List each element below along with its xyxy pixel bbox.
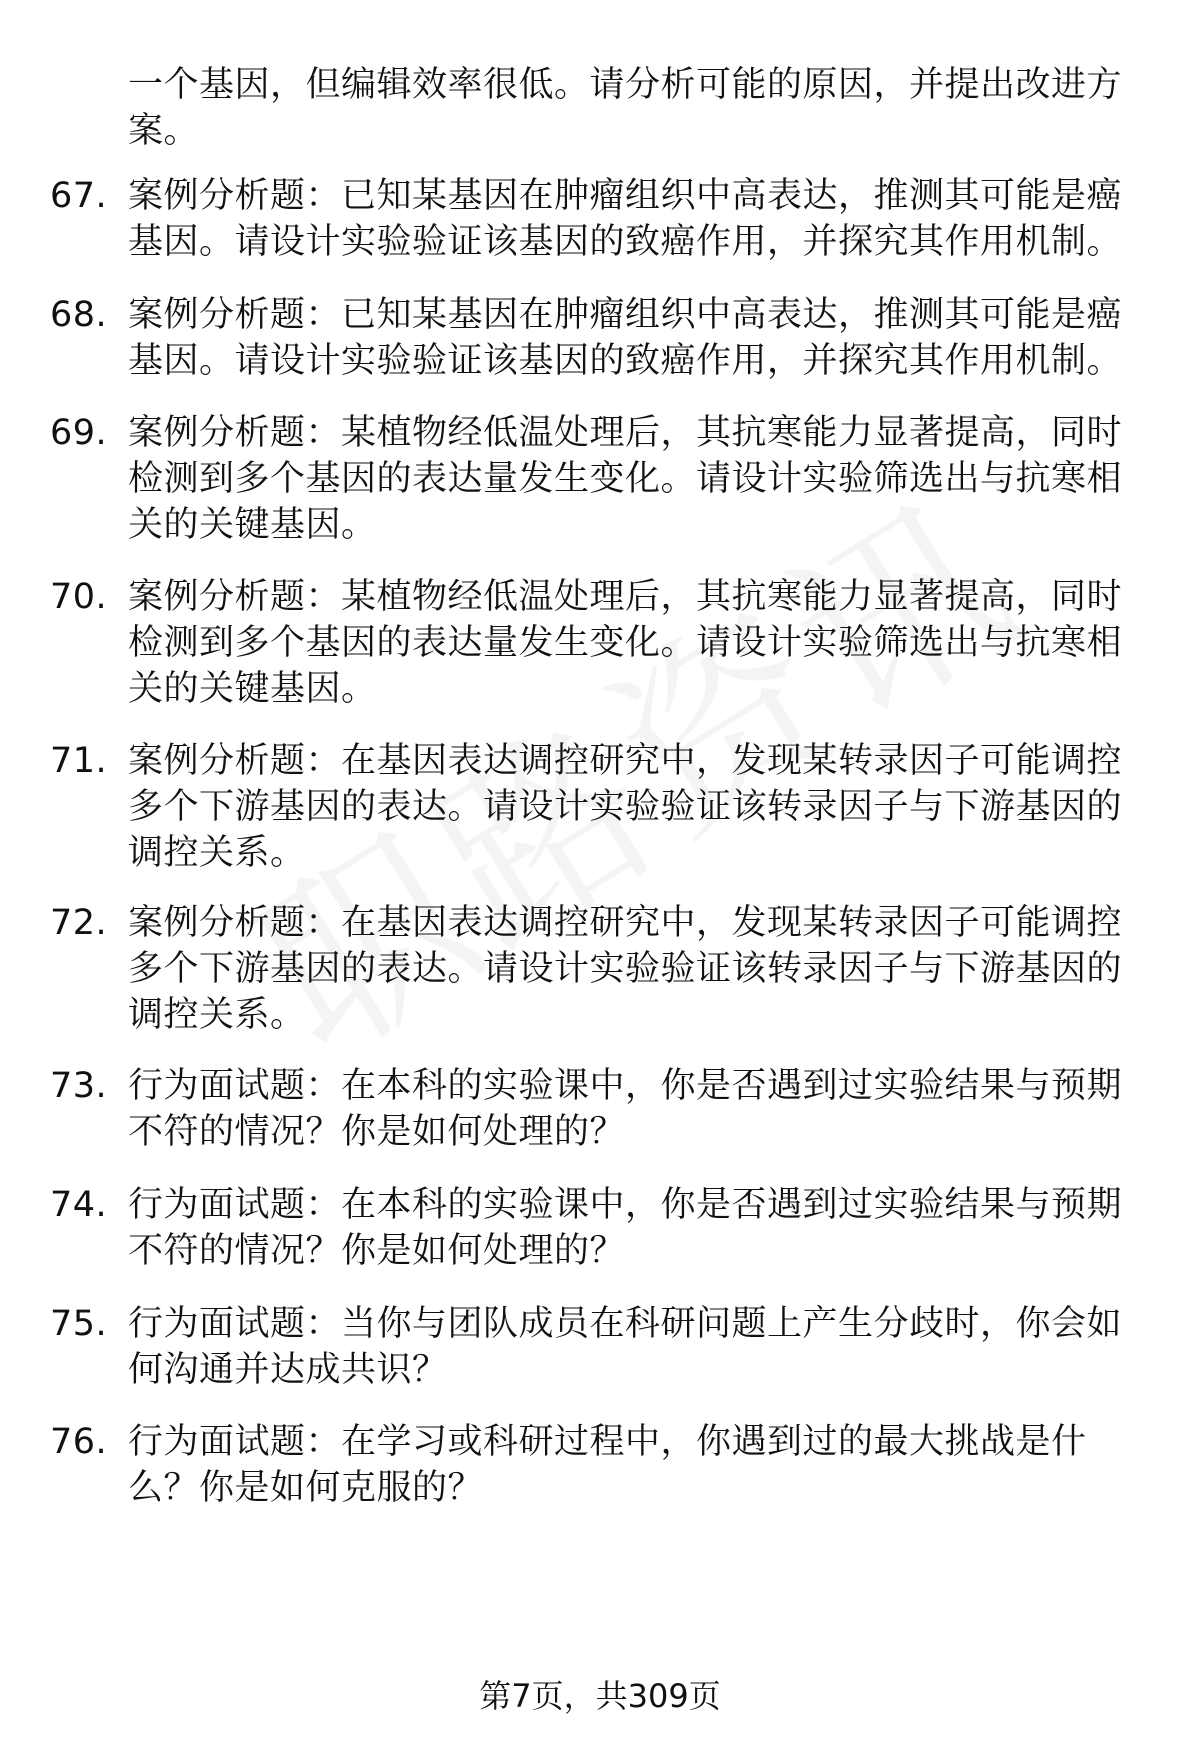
question-text: 案例分析题：某植物经低温处理后，其抗寒能力显著提高，同时检测到多个基因的表达量发生变化。请设计实验筛选出与抗寒相关的关键基因。 xyxy=(128,413,1123,545)
question-item-75 xyxy=(50,1301,1140,1393)
question-number: 73. xyxy=(50,1066,108,1106)
page-footer: 第7页，共309页 xyxy=(479,1677,721,1715)
question-text: 案例分析题：已知某基因在肿瘤组织中高表达，推测其可能是癌基因。请设计实验验证该基因的致癌作用，并探究其作用机制。 xyxy=(128,176,1123,262)
question-text: 行为面试题：在本科的实验课中，你是否遇到过实验结果与预期不符的情况？你是如何处理的？ xyxy=(128,1185,1123,1271)
question-text: 行为面试题：当你与团队成员在科研问题上产生分歧时，你会如何沟通并达成共识？ xyxy=(128,1304,1123,1390)
question-text: 案例分析题：在基因表达调控研究中，发现某转录因子可能调控多个下游基因的表达。请设计实验验证该转录因子与下游基因的调控关系。 xyxy=(128,741,1123,873)
question-item-68 xyxy=(50,292,1140,384)
question-item-74 xyxy=(50,1182,1140,1274)
question-text: 案例分析题：已知某基因在肿瘤组织中高表达，推测其可能是癌基因。请设计实验验证该基因的致癌作用，并探究其作用机制。 xyxy=(128,295,1123,381)
question-number: 76. xyxy=(50,1422,108,1462)
question-item-71 xyxy=(50,738,1140,876)
question-number: 71. xyxy=(50,741,108,781)
question-item-69 xyxy=(50,410,1140,548)
question-number: 68. xyxy=(50,295,108,335)
question-item-73 xyxy=(50,1063,1140,1155)
question-item-70 xyxy=(50,574,1140,712)
question-number: 72. xyxy=(50,903,108,943)
question-number: 75. xyxy=(50,1304,108,1344)
question-text: 案例分析题：在基因表达调控研究中，发现某转录因子可能调控多个下游基因的表达。请设计实验验证该转录因子与下游基因的调控关系。 xyxy=(128,903,1123,1035)
question-item-76 xyxy=(50,1419,1140,1511)
question-number: 69. xyxy=(50,413,108,453)
question-number: 74. xyxy=(50,1185,108,1225)
question-number: 70. xyxy=(50,577,108,617)
question-item-72 xyxy=(50,900,1140,1038)
question-text: 行为面试题：在学习或科研过程中，你遇到过的最大挑战是什么？你是如何克服的？ xyxy=(128,1422,1087,1508)
question-item-67 xyxy=(50,173,1140,265)
question-text: 行为面试题：在本科的实验课中，你是否遇到过实验结果与预期不符的情况？你是如何处理的？ xyxy=(128,1066,1123,1152)
question-text: 案例分析题：某植物经低温处理后，其抗寒能力显著提高，同时检测到多个基因的表达量发生变化。请设计实验筛选出与抗寒相关的关键基因。 xyxy=(128,577,1123,709)
question-number: 67. xyxy=(50,176,108,216)
continued-question-text: 一个基因，但编辑效率很低。请分析可能的原因，并提出改进方案。 xyxy=(128,65,1123,151)
